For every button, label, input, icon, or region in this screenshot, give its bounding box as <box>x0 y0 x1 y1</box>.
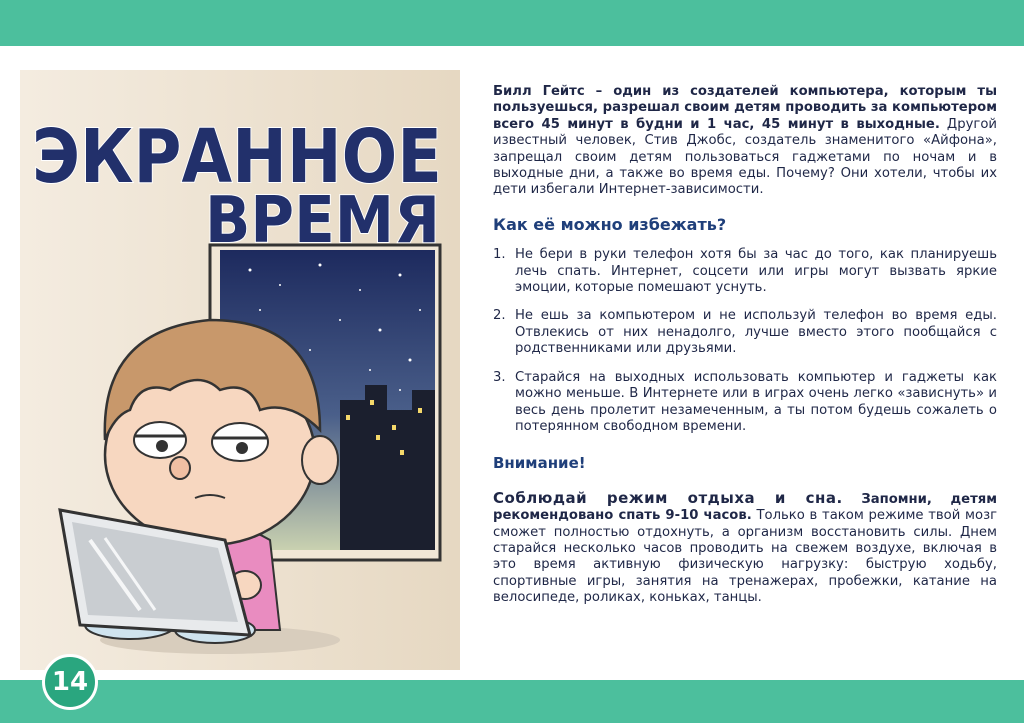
list-item <box>493 308 997 357</box>
regime-bold-text: Запомни, детям рекомендовано спать 9-10 часов. <box>493 491 997 524</box>
regime-paragraph <box>493 490 997 607</box>
page-number-badge: 14 <box>42 654 98 710</box>
regime-title: Соблюдай режим отдыха и сна. <box>493 488 843 507</box>
list-item <box>493 370 997 436</box>
tips-list <box>493 247 997 435</box>
list-item-text: Не бери в руки телефон хотя бы за час до того, как планируешь лечь спать. Интернет, соцсети или игры могут вызвать яркие эмоции, которые помешают уснуть. <box>515 247 997 296</box>
list-item-number: 3. <box>493 369 506 385</box>
illustration-title-line2: ВРЕМЯ <box>205 184 440 258</box>
regime-rest-text: Только в таком режиме твой мозг сможет полностью отдохнуть, а организм восстановить силы. Днем старайся несколько часов проводить на свежем воздухе, включая в это время активную физическую нагрузку: быструю ходьбу, спортивные игры, занятия на тренажерах, пробежки, катание на велосипеде, роликах, коньках, танцы. <box>493 508 998 606</box>
screen-time-illustration <box>20 70 460 670</box>
intro-rest-text: Другой известный человек, Стив Джобс, создатель знаменитого «Айфона», запрещал своим детям пользоваться гаджетами по ночам и в выходные дни, а также во время еды. Почему? Они хотели, чтобы их дети избегали Интернет-зависимости. <box>493 116 997 198</box>
article-text <box>493 84 997 607</box>
top-accent-bar <box>0 0 1024 46</box>
section-heading: Как её можно избежать? <box>493 214 727 234</box>
list-item-text: Старайся на выходных использовать компьютер и гаджеты как можно меньше. В Интернете или в играх очень легко «зависнуть» и весь день пролетит незамеченным, а ты потом будешь сожалеть о потерянном свободном времени. <box>515 369 997 434</box>
list-item-number: 2. <box>493 308 506 324</box>
attention-heading: Внимание! <box>493 454 586 473</box>
illustration-title-line1: ЭКРАННОЕ <box>32 114 442 200</box>
intro-bold-text: Билл Гейтс – один из создателей компьютера, которым ты пользуешься, разрешал своим детям проводить за компьютером всего 45 минут в будни и 1 час, 45 минут в выходные. <box>493 84 997 132</box>
intro-paragraph <box>493 84 997 199</box>
list-item-number: 1. <box>493 247 506 263</box>
bottom-accent-bar <box>0 680 1024 723</box>
list-item <box>493 247 997 296</box>
list-item-text: Не ешь за компьютером и не используй телефон во время еды. Отвлекись от них ненадолго, лучше вместо этого пообщайся с родственниками или друзьями. <box>515 308 997 357</box>
